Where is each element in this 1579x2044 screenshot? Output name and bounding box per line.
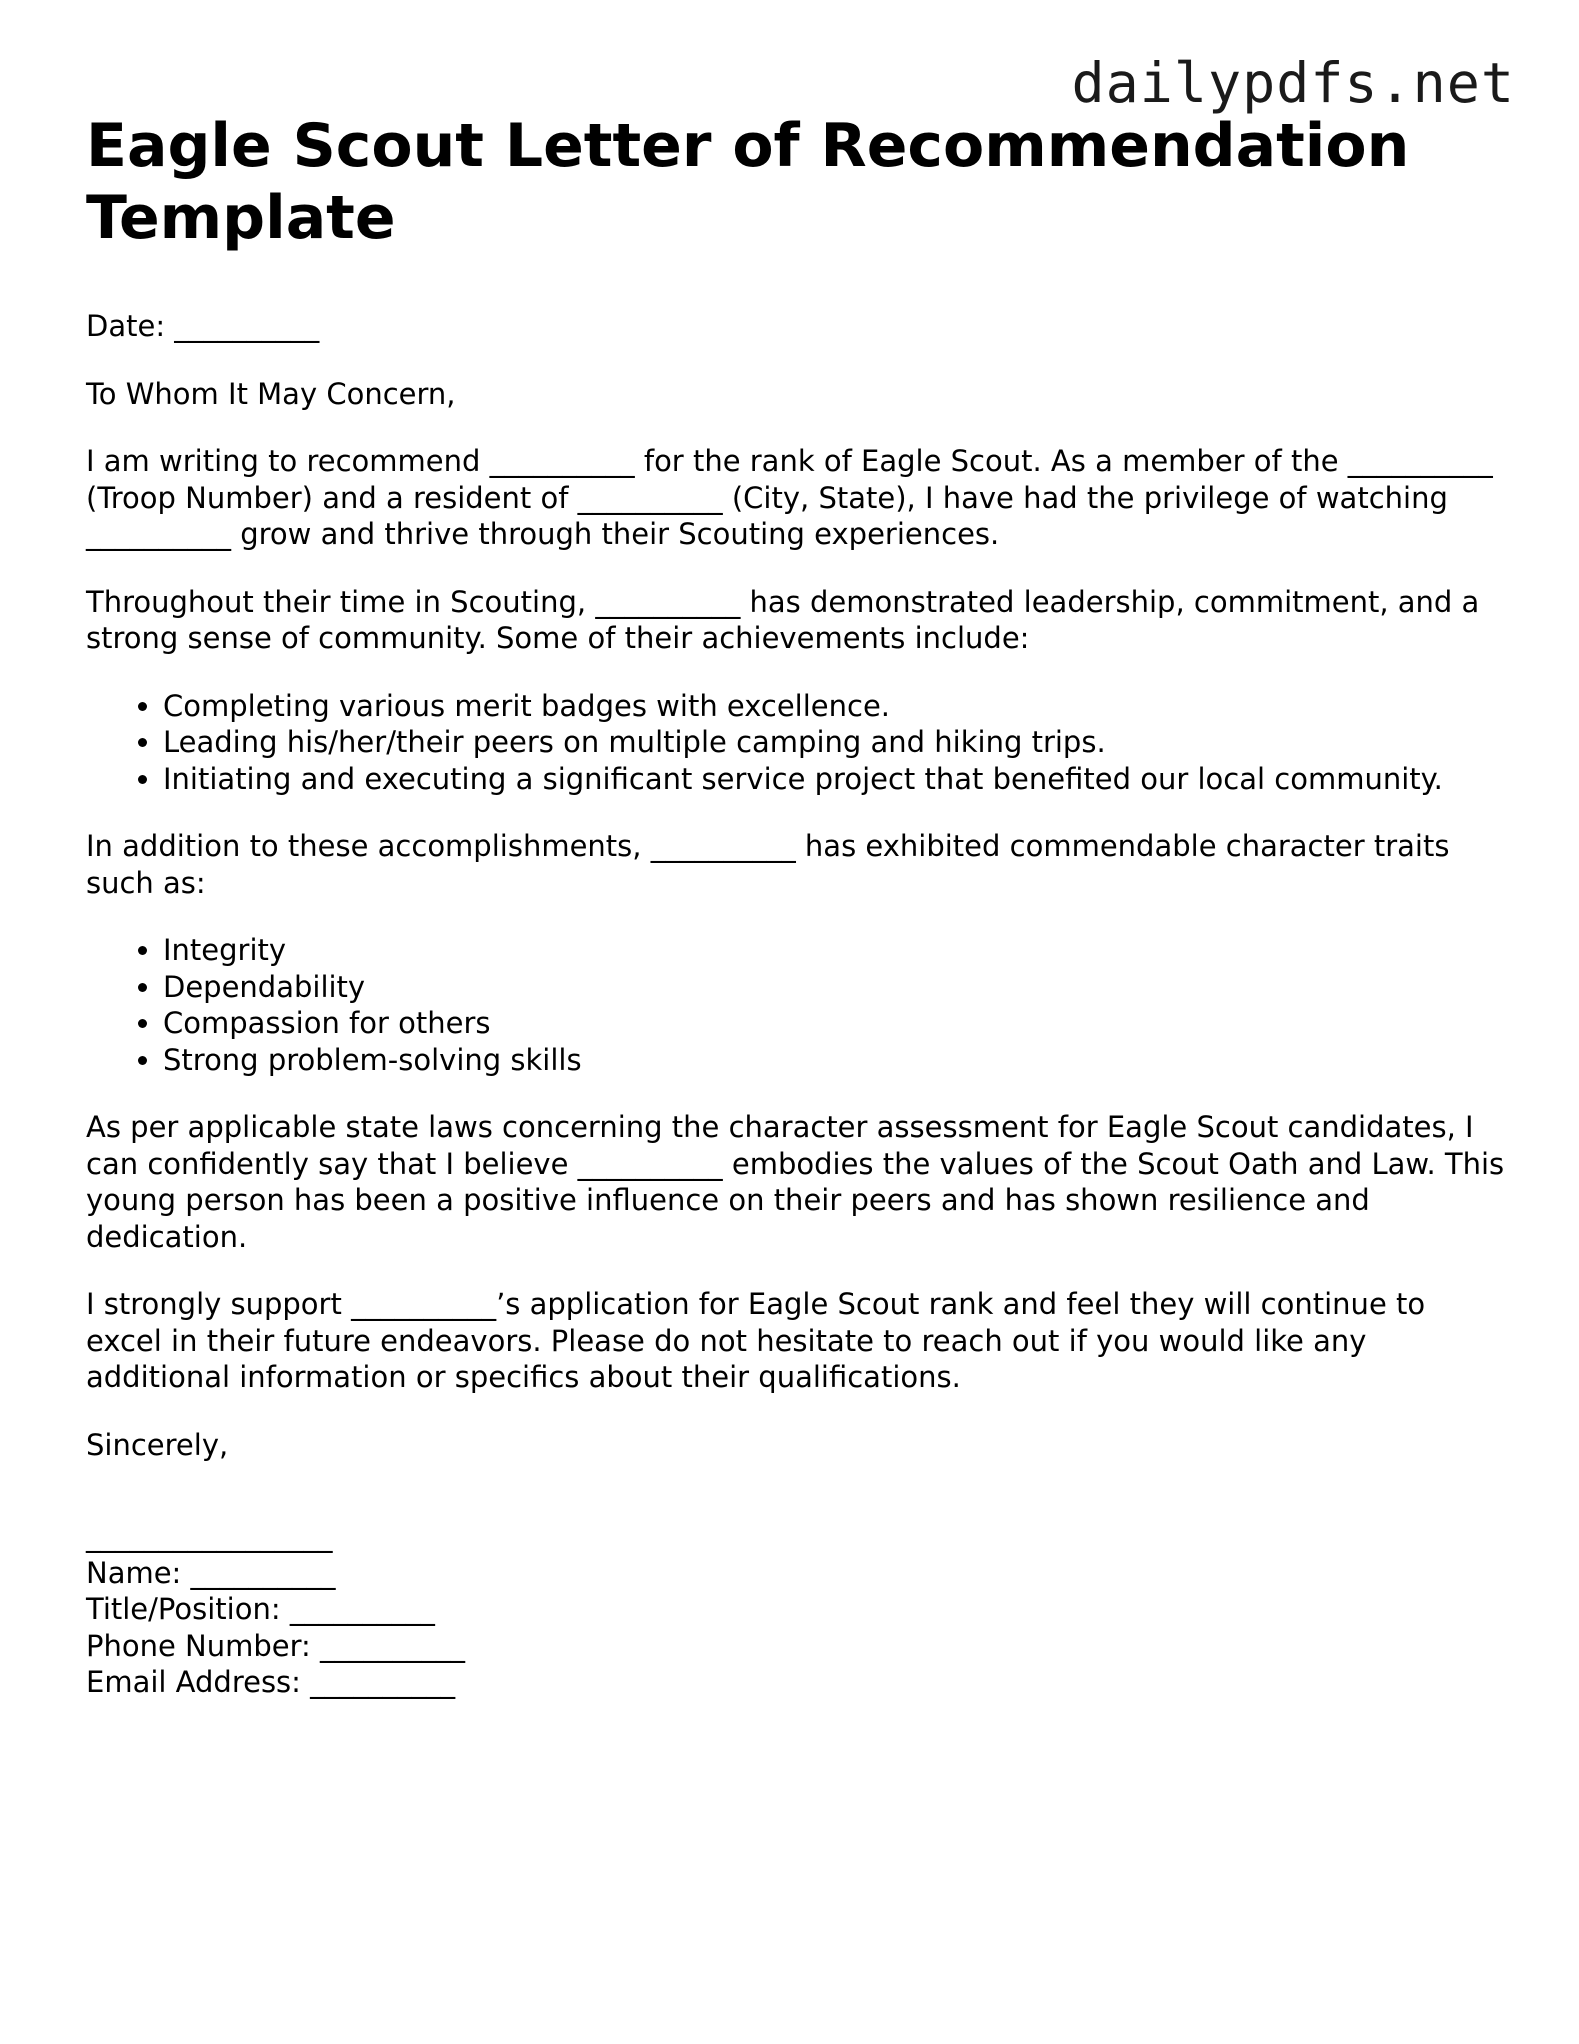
- paragraph-intro: I am writing to recommend __________ for the rank of Eagle Scout. As a member of the __________ (Troop Number) and a resident of __________ (City, State), I have had the privilege of watching __________ grow and thrive through their Scouting experiences.: [86, 444, 1493, 551]
- list-item: • Initiating and executing a significant service project that benefited our local community.: [163, 761, 1506, 798]
- closing: Sincerely,: [86, 1427, 229, 1462]
- paragraph-support: I strongly support __________’s application for Eagle Scout rank and feel they will continue to excel in their future endeavors. Please do not hesitate to reach out if you would like any additional information or specifics about their qualifications.: [86, 1287, 1426, 1394]
- salutation: To Whom It May Concern,: [86, 376, 456, 411]
- paragraph-achievements-intro: Throughout their time in Scouting, __________ has demonstrated leadership, commitment, and a strong sense of community. Some of their achievements include:: [86, 584, 1480, 655]
- watermark-text: dailypdfs.net: [1071, 51, 1515, 115]
- list-item: • Leading his/her/their peers on multiple camping and hiking trips.: [163, 724, 1506, 761]
- document-title: Eagle Scout Letter of Recommendation Template: [86, 111, 1410, 253]
- signature-email: Email Address: __________: [86, 1665, 456, 1699]
- signature-name: Name: __________: [86, 1555, 336, 1590]
- signature-line: _________________: [86, 1519, 333, 1553]
- paragraph-traits-intro: In addition to these accomplishments, __________ has exhibited commendable character traits such as:: [86, 829, 1450, 900]
- signature-phone: Phone Number: __________: [86, 1628, 466, 1663]
- letter-document: [86, 110, 1506, 1701]
- list-item: • Strong problem-solving skills: [163, 1042, 1506, 1079]
- paragraph-character: As per applicable state laws concerning the character assessment for Eagle Scout candidates, I can confidently say that I believe __________ embodies the values of the Scout Oath and Law. This young person has been a positive influence on their peers and has shown resilience and dedication.: [86, 1110, 1505, 1254]
- list-item: • Completing various merit badges with excellence.: [163, 688, 1506, 725]
- signature-title-position: Title/Position: __________: [86, 1592, 435, 1626]
- traits-list: [86, 932, 1506, 1078]
- signature-block: [86, 1518, 1506, 1701]
- list-item: • Integrity: [163, 932, 1506, 969]
- list-item: • Dependability: [163, 969, 1506, 1006]
- achievements-list: [86, 688, 1506, 798]
- list-item: • Compassion for others: [163, 1005, 1506, 1042]
- date-line: Date: __________: [86, 309, 320, 343]
